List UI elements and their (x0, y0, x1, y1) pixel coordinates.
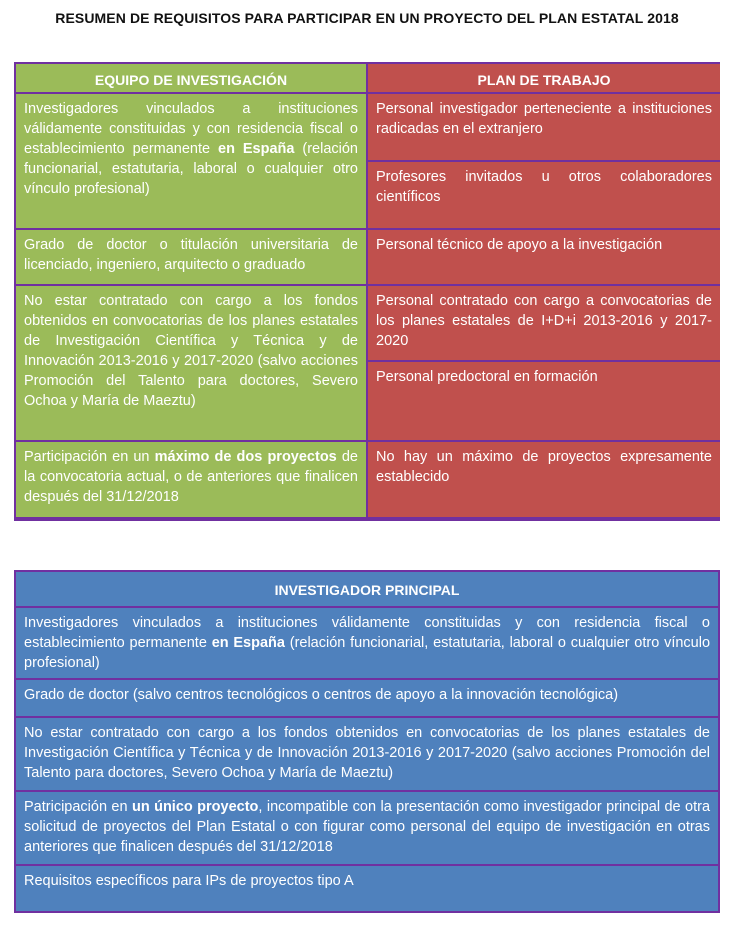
plan-header: PLAN DE TRABAJO (368, 64, 720, 92)
ip-requirement: Patricipación en un único proyecto, incompatible con la presentación como investigador principal de otra solicitud de proyectos del Plan Estatal o con figurar como personal del equipo de investigación en otras anteriores que finalicen después del 31/12/2018 (16, 792, 718, 864)
plan-item: Personal contratado con cargo a convocatorias de los planes estatales de I+D+i 2013-2016 y 2017-2020 (368, 286, 720, 360)
investigador-principal-header: INVESTIGADOR PRINCIPAL (16, 572, 718, 606)
ip-requirement: Grado de doctor (salvo centros tecnológicos o centros de apoyo a la innovación tecnológica) (16, 680, 718, 716)
investigador-principal-table (14, 570, 720, 913)
ip-requirement: Investigadores vinculados a instituciones válidamente constituidas y con residencia fiscal o establecimiento permanente en España (relación funcionarial, estatutaria, laboral o cualquier otro vínculo profesional) (16, 608, 718, 678)
requirements-table (14, 62, 720, 521)
page-title: RESUMEN DE REQUISITOS PARA PARTICIPAR EN UN PROYECTO DEL PLAN ESTATAL 2018 (55, 10, 679, 26)
plan-item: Profesores invitados u otros colaboradores científicos (368, 162, 720, 228)
plan-group (368, 286, 720, 440)
equipo-requirement: Grado de doctor o titulación universitaria de licenciado, ingeniero, arquitecto o graduado (16, 230, 366, 284)
equipo-header: EQUIPO DE INVESTIGACIÓN (16, 64, 366, 92)
equipo-requirement: Participación en un máximo de dos proyectos de la convocatoria actual, o de anteriores que finalicen después del 31/12/2018 (16, 442, 366, 517)
equipo-requirement: Investigadores vinculados a instituciones válidamente constituidas y con residencia fiscal o establecimiento permanente en España (relación funcionarial, estatutaria, laboral o cualquier otro vínculo profesional) (16, 94, 366, 228)
plan-item: No hay un máximo de proyectos expresamente establecido (368, 442, 720, 517)
plan-group (368, 94, 720, 228)
ip-requirement: No estar contratado con cargo a los fondos obtenidos en convocatorias de los planes estatales de Investigación Científica y Técnica y de Innovación 2013-2016 y 2017-2020 (salvo acciones Promoción del Talento para doctores, Severo Ochoa y María de Maeztu) (16, 718, 718, 790)
plan-item: Personal investigador perteneciente a instituciones radicadas en el extranjero (368, 94, 720, 160)
equipo-requirement: No estar contratado con cargo a los fondos obtenidos en convocatorias de los planes estatales de Investigación Científica y Técnica y de Innovación 2013-2016 y 2017-2020 (salvo acciones Promoción del Talento para doctores, Severo Ochoa y María de Maeztu) (16, 286, 366, 440)
ip-requirement: Requisitos específicos para IPs de proyectos tipo A (16, 866, 718, 911)
plan-item: Personal predoctoral en formación (368, 362, 720, 440)
plan-item: Personal técnico de apoyo a la investigación (368, 230, 720, 284)
